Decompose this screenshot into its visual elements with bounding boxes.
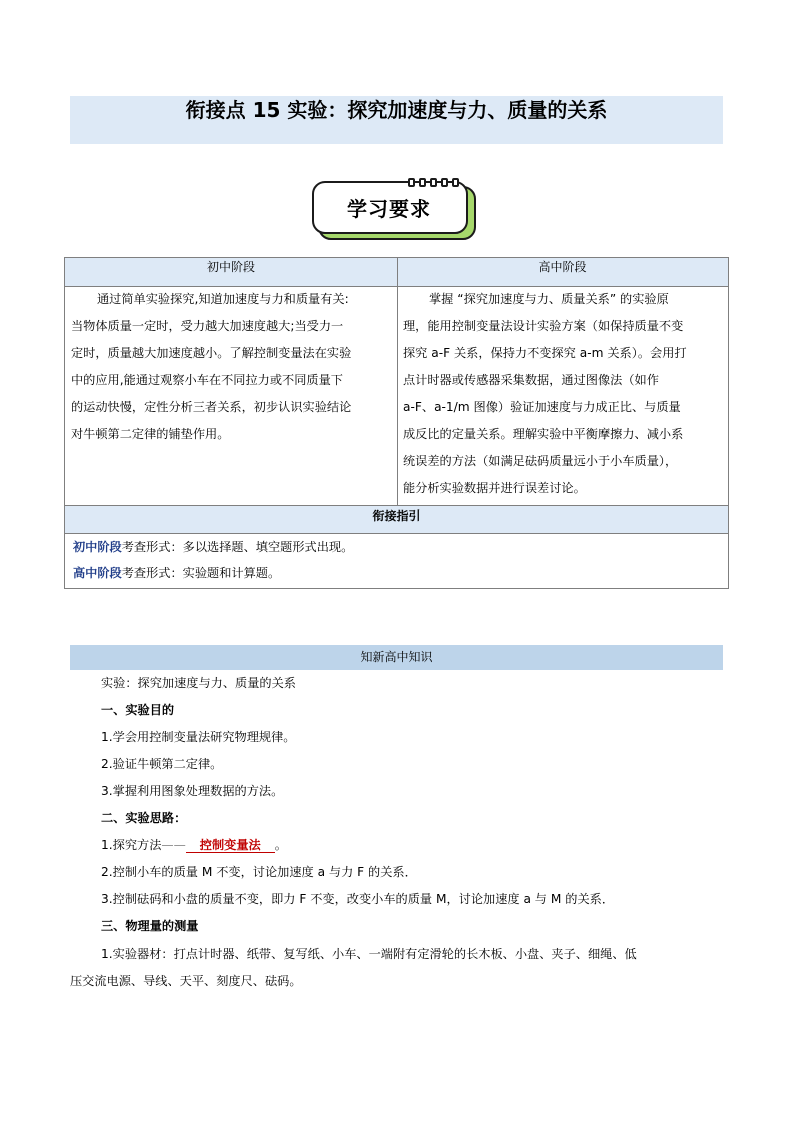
guide-line-senior — [73, 560, 280, 587]
guide-lead-junior: 初中阶段 — [73, 540, 122, 554]
section-intro: 实验：探究加速度与力、质量的关系 — [101, 676, 296, 690]
text-line: 能分析实验数据并进行误差讨论。 — [403, 481, 586, 495]
goal-item: 3.掌握利用图象处理数据的方法。 — [101, 784, 284, 798]
badge-card — [312, 181, 468, 234]
text-line: 探究 a-F 关系，保持力不变探究 a-m 关系）。会用打 — [403, 346, 687, 360]
guide-text-junior: 考查形式：多以选择题、填空题形式出现。 — [121, 540, 354, 554]
text-line: 理，能用控制变量法设计实验方案（如保持质量不变 — [403, 319, 684, 333]
learning-requirements-badge — [312, 178, 478, 242]
header-senior — [397, 258, 728, 286]
text-line: 统误差的方法（如满足砝码质量远小于小车质量）， — [403, 454, 678, 468]
column-divider — [397, 258, 398, 505]
goal-item: 1.学会用控制变量法研究物理规律。 — [101, 730, 296, 744]
heading-approach: 二、实验思路： — [101, 811, 187, 825]
equipment-line: 压交流电源、导线、天平、刻度尺、砝码。 — [70, 974, 302, 988]
guide-header — [65, 505, 728, 533]
badge-label: 学习要求 — [347, 197, 431, 221]
junior-content — [71, 286, 395, 448]
goal-item: 2.验证牛顿第二定律。 — [101, 757, 223, 771]
text-line: 的运动快慢，定性分析三者关系，初步认识实验结论 — [71, 400, 352, 414]
heading-measurement: 三、物理量的测量 — [101, 919, 199, 933]
text-line: 通过简单实验探究,知道加速度与力和质量有关: — [97, 292, 349, 306]
guide-lead-senior: 高中阶段 — [73, 566, 122, 580]
row-divider — [65, 533, 728, 534]
header-junior — [65, 258, 397, 286]
method-dash: —— — [161, 838, 186, 852]
guide-text-senior: 考查形式：实验题和计算题。 — [121, 566, 281, 580]
stage-comparison-table — [64, 257, 729, 589]
header-senior-label: 高中阶段 — [538, 260, 587, 274]
text-line: 定时，质量越大加速度越小。了解控制变量法在实验 — [71, 346, 352, 360]
heading-purpose: 一、实验目的 — [101, 703, 175, 717]
senior-content — [403, 286, 727, 502]
method-suffix: 。 — [274, 838, 287, 852]
section-header-label: 知新高中知识 — [360, 650, 433, 664]
ring-icon — [419, 178, 426, 187]
text-line: 成反比的定量关系。理解实验中平衡摩擦力、减小系 — [403, 427, 684, 441]
text-line: a-F、a-1/m 图像）验证加速度与力成正比、与质量 — [403, 400, 681, 414]
row-divider — [65, 505, 728, 506]
approach-item: 2.控制小车的质量 M 不变，讨论加速度 a 与力 F 的关系． — [101, 865, 417, 879]
approach-item: 3.控制砝码和小盘的质量不变，即力 F 不变，改变小车的质量 M，讨论加速度 a 与 M 的关系． — [101, 892, 615, 906]
text-line: 点计时器或传感器采集数据，通过图像法（如作 — [403, 373, 659, 387]
method-answer: 控制变量法 — [186, 838, 275, 853]
ring-icon — [408, 178, 415, 187]
text-line: 对牛顿第二定律的铺垫作用。 — [71, 427, 230, 441]
text-line: 中的应用,能通过观察小车在不同拉力或不同质量下 — [71, 373, 343, 387]
method-line — [101, 835, 287, 855]
text-line: 掌握 “探究加速度与力、质量关系” 的实验原 — [429, 292, 669, 306]
text-line: 当物体质量一定时，受力越大加速度越大;当受力一 — [71, 319, 344, 333]
page-title: 衔接点 15 实验：探究加速度与力、质量的关系 — [185, 98, 608, 122]
guide-line-junior — [73, 534, 353, 561]
method-prefix: 1.探究方法 — [101, 838, 162, 852]
guide-header-label: 衔接指引 — [372, 509, 421, 523]
ring-icon — [441, 178, 448, 187]
ring-icon — [452, 178, 459, 187]
equipment-line: 1.实验器材：打点计时器、纸带、复写纸、小车、一端附有定滑轮的长木板、小盘、夹子、细绳、低 — [101, 947, 637, 961]
header-junior-label: 初中阶段 — [206, 260, 255, 274]
section-header — [70, 645, 723, 670]
title-band — [70, 96, 723, 144]
ring-icon — [430, 178, 437, 187]
